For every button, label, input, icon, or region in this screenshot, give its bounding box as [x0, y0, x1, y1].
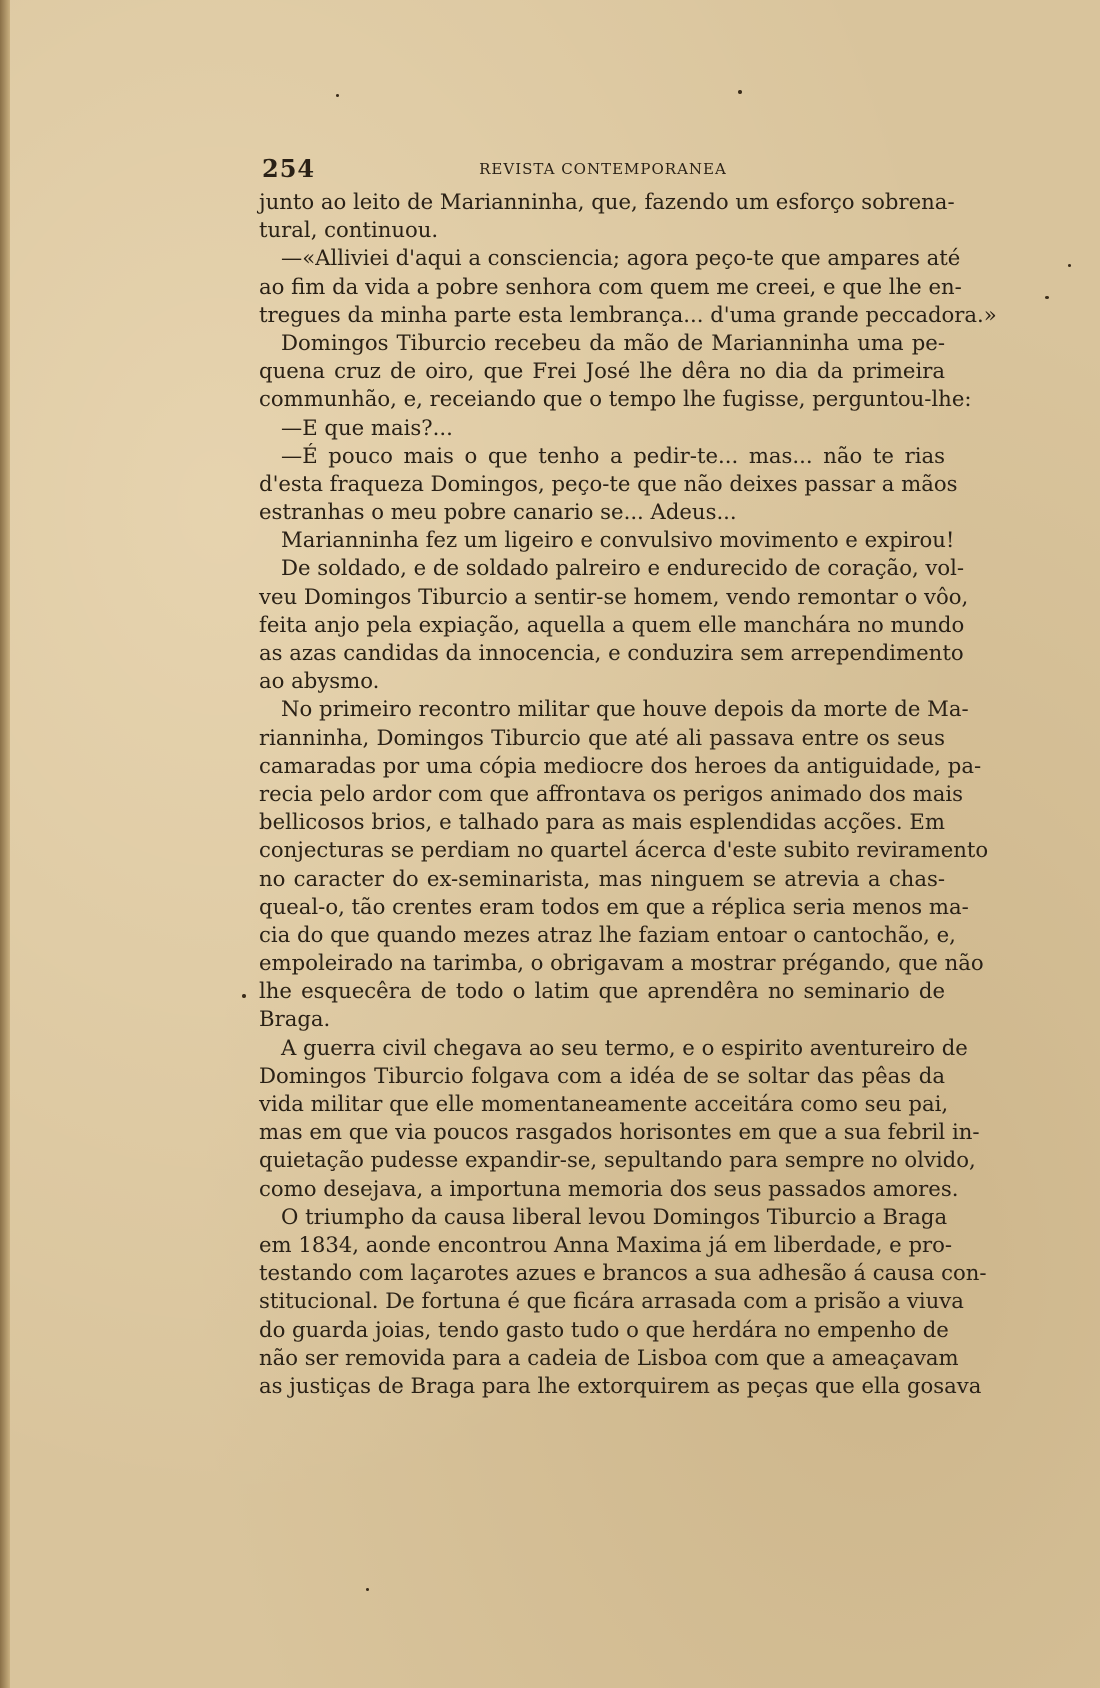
text-line: não ser removida para a cadeia de Lisboa com que a ameaçavam — [259, 1344, 959, 1370]
text-line: como desejava, a importuna memoria dos seus passados amores. — [259, 1175, 959, 1201]
text-line: empoleirado na tarimba, o obrigavam a mostrar prégando, que não — [259, 950, 984, 976]
page-number: 254 — [262, 154, 316, 183]
paper-speck — [1068, 264, 1071, 267]
text-line: cia do que quando mezes atraz lhe faziam entoar o cantochão, e, — [259, 921, 956, 947]
text-line: quietação pudesse expandir-se, sepultando para sempre no olvido, — [259, 1147, 976, 1173]
text-line: no caracter do ex-seminarista, mas ninguem se atrevia a chas- — [259, 865, 945, 891]
paper-speck — [366, 1588, 369, 1591]
text-line: quena cruz de oiro, que Frei José lhe dêra no dia da primeira — [259, 358, 945, 384]
text-line: O triumpho da causa liberal levou Domingos Tiburcio a Braga — [281, 1203, 948, 1229]
text-line: —«Alliviei d'aqui a consciencia; agora peço-te que ampares até — [281, 245, 961, 271]
page-edge — [0, 0, 10, 1688]
text-line: rianninha, Domingos Tiburcio que até ali passava entre os seus — [259, 724, 945, 750]
text-line: A guerra civil chegava ao seu termo, e o espirito aventureiro de — [281, 1034, 968, 1060]
text-line: Domingos Tiburcio recebeu da mão de Marianninha uma pe- — [281, 329, 945, 355]
paper-speck — [336, 94, 339, 97]
text-line: testando com laçarotes azues e brancos a sua adhesão á causa con- — [259, 1260, 987, 1286]
text-line: junto ao leito de Marianninha, que, fazendo um esforço sobrena- — [259, 189, 955, 214]
text-line: mas em que via poucos rasgados horisontes em que a sua febril in- — [259, 1119, 980, 1145]
text-line: estranhas o meu pobre canario se... Adeus... — [259, 499, 737, 525]
text-line: —E que mais?... — [281, 414, 453, 440]
text-line: conjecturas se perdiam no quartel ácerca d'este subito reviramento — [259, 837, 989, 863]
text-line: No primeiro recontro militar que houve depois da morte de Ma- — [281, 696, 969, 722]
text-line: tural, continuou. — [259, 217, 439, 243]
text-line: —É pouco mais o que tenho a pedir-te... mas... não te rias — [281, 442, 945, 468]
body-text — [259, 188, 997, 1400]
paper-speck — [738, 90, 742, 94]
text-line: recia pelo ardor com que affrontava os perigos animado dos mais — [259, 780, 964, 806]
text-line: do guarda joias, tendo gasto tudo o que herdára no empenho de — [259, 1316, 949, 1342]
text-line: d'esta fraqueza Domingos, peço-te que não deixes passar a mãos — [259, 470, 958, 496]
text-line: vida militar que elle momentaneamente acceitára como seu pai, — [259, 1091, 949, 1116]
text-line: communhão, e, receiando que o tempo lhe fugisse, perguntou-lhe: — [259, 386, 972, 412]
text-line: feita anjo pela expiação, aquella a quem elle manchára no mundo — [259, 611, 965, 637]
text-line: tregues da minha parte esta lembrança... d'uma grande peccadora.» — [259, 301, 997, 327]
text-line: De soldado, e de soldado palreiro e endurecido de coração, vol- — [281, 555, 965, 581]
paper-speck — [1045, 296, 1049, 299]
text-line: em 1834, aonde encontrou Anna Maxima já em liberdade, e pro- — [259, 1231, 953, 1257]
text-line: bellicosos brios, e talhado para as mais esplendidas acções. Em — [259, 809, 945, 835]
paper-speck — [242, 994, 246, 998]
page-header — [262, 154, 944, 182]
text-line: as justiças de Braga para lhe extorquirem as peças que ella gosava — [259, 1372, 982, 1398]
text-line: as azas candidas da innocencia, e conduzira sem arrependimento — [259, 640, 964, 665]
text-line: ao abysmo. — [259, 668, 380, 694]
text-line: ao fim da vida a pobre senhora com quem me creei, e que lhe en- — [259, 273, 962, 299]
text-line: lhe esquecêra de todo o latim que aprendêra no seminario de — [259, 978, 945, 1004]
text-line: queal-o, tão crentes eram todos em que a réplica seria menos ma- — [259, 893, 969, 919]
text-line: stitucional. De fortuna é que ficára arrasada com a prisão a viuva — [259, 1288, 964, 1314]
text-line: Domingos Tiburcio folgava com a idéa de se soltar das pêas da — [259, 1062, 945, 1088]
running-title: REVISTA CONTEMPORANEA — [479, 160, 727, 178]
text-line: camaradas por uma cópia mediocre dos heroes da antiguidade, pa- — [259, 752, 982, 778]
text-line: veu Domingos Tiburcio a sentir-se homem, vendo remontar o vôo, — [259, 583, 969, 609]
text-line: Marianninha fez um ligeiro e convulsivo movimento e expirou! — [281, 527, 955, 553]
text-line: Braga. — [259, 1006, 331, 1032]
